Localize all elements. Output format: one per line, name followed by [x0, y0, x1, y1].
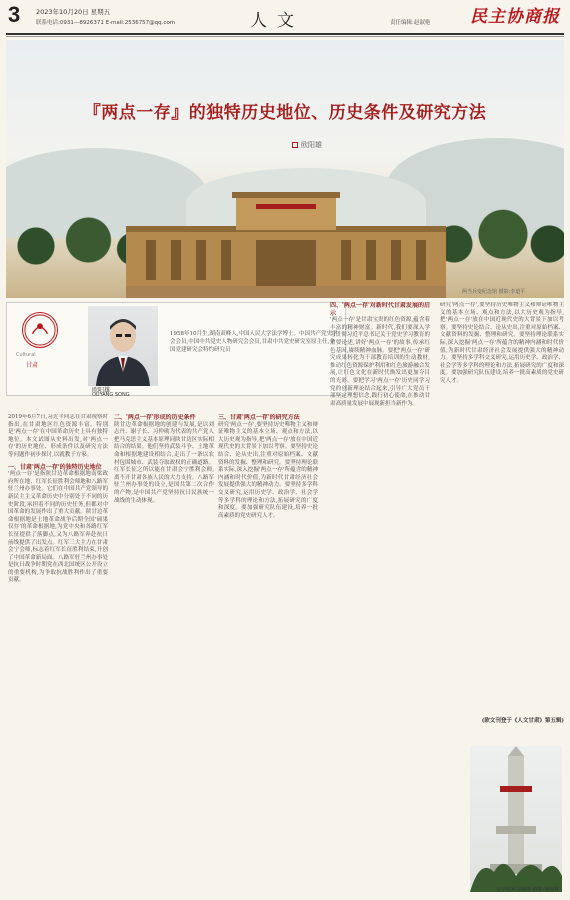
section-1-body: '两点一存'是指陕甘边革命根据地南梁政府所在地、红军长征胜利会师地和八路军驻兰州办事处。它们在中国共产党领导的新民主主义革命历史中分别处于不同的历史阶段,承担着不同的历史任务,但都对中国革命的发展作出了重大贡献。陕甘边革命根据地是土地革命战争后期全国'硕果仅存'的革命根据地,为党中央和各路红军长征提供了落脚点,又为八路军奔赴抗日前线提供了出发点。红军三大主力在甘肃会宁会师,标志着红军长征胜利结束,开创了中国革命新局面。八路军驻兰州办事处是抗日战争时期党在西北国统区公开设立的重要机构,为争取抗战胜利作出了重要贡献。: [8, 471, 108, 584]
author-name: 欧阳雄: [92, 387, 111, 394]
monument-caption: 会宁红军会师塔 摄影:何叔林: [496, 887, 560, 893]
section-3-body: 研究'两点一存',要坚持历史唯物主义和辩证唯物主义的基本立场、观点和方法,以大历史观为指导,把'两点一存'放在中国近现代史的大背景下加以考察。要坚持史论结合、论从史出,注重对原始档案、文献资料的发掘、整理和研究。要坚持理论联系实际,深入挖掘'两点一存'所蕴含的精神内涵和时代价值,为新时代甘肃经济社会发展提供强大的精神动力。要坚持多学科交叉研究,运用历史学、政治学、社会学等多学科的理论和方法,拓展研究的广度和深度。要加强研究队伍建设,培养一批高素质的党史研究人才。: [218, 421, 318, 519]
photo-caption: 两当兵变纪念馆 摄影:李道平: [462, 289, 526, 295]
memorial-hall-building: [126, 190, 446, 298]
column-logo-text: 甘肃: [26, 362, 39, 369]
monument-photo: [470, 746, 562, 892]
author-portrait-figure: [88, 306, 158, 386]
header-divider-thin: [6, 36, 564, 37]
article-headline: 『两点一存』的独特历史地位、历史条件及研究方法: [83, 103, 487, 123]
article-column-5: [440, 302, 564, 702]
article-column-2: [114, 414, 214, 894]
article-column-1: [8, 414, 108, 894]
issue-date: 2023年10月20日 星期五: [36, 8, 111, 16]
section-4-body: '两点一存'是甘肃宝贵的红色资源,蕴含着丰富的精神财富。新时代,我们要深入学习贯彻习近平总书记关于党史学习教育的重要论述,讲好'两点一存'的故事,传承红色基因,赓续精神血脉。要把'两点一存'研究成果转化为干部教育培训的生动教材,推动红色资源保护利用和红色旅游融合发展,让红色文化在新时代焕发出更加夺目的光彩。要把学习'两点一存'历史同学习党的创新理论结合起来,引导广大党员干部坚定理想信念,践行初心使命,在推动甘肃高质量发展中展现新担当新作为。: [330, 317, 430, 407]
column-logo-en: Cultural: [16, 352, 36, 358]
article-column-4: [330, 302, 430, 892]
section-2-heading: 二、'两点一存'形成的历史条件: [114, 414, 196, 421]
series-note: (欧文刊登于《人文甘肃》第五辑): [481, 718, 564, 724]
tree-line-right: [426, 205, 564, 270]
section-title: 人文: [250, 11, 304, 31]
newspaper-logo: 民主协商报: [470, 7, 560, 27]
author-bio-text: 1958年10月生,湖南双峰人,中国人民大学法学博士。中国共产党史学会会员,中国中共党史人物研究会会员,甘肃中共党史研究室原主任,全国党建研究会特约研究员: [170, 331, 338, 353]
article-column-3: [218, 414, 318, 894]
byline-marker-icon: [292, 142, 298, 148]
page-header: [0, 0, 570, 38]
author-portrait: [88, 306, 158, 386]
closing-body: 研究'两点一存',要坚持历史唯物主义和辩证唯物主义的基本立场、观点和方法,以大历史观为指导,把'两点一存'放在中国近现代史的大背景下加以考察。要坚持史论结合、论从史出,注重对原始档案、文献资料的发掘、整理和研究。要坚持理论联系实际,深入挖掘'两点一存'所蕴含的精神内涵和时代价值,为新时代甘肃经济社会发展提供强大的精神动力。要坚持多学科交叉研究,运用历史学、政治学、社会学等多学科的理论和方法,拓展研究的广度和深度。要加强研究队伍建设,培养一批高素质的党史研究人才。: [440, 302, 564, 384]
header-divider: [6, 33, 564, 35]
editor-credit: 责任编辑:赵淑艳: [390, 20, 431, 26]
section-2-body: 陕甘边革命根据地的创建与发展,是以刘志丹、谢子长、习仲勋为代表的共产党人把马克思主义基本原理同陕甘边区实际相结合的结果。他们坚持武装斗争、土地革命和根据地建设相结合,走出了一条以农村包围城市、武装夺取政权的正确道路。红军长征之所以能在甘肃会宁胜利会师,离不开甘肃各族人民的大力支持。八路军驻兰州办事处的设立,是国共第二次合作的产物,是中国共产党坚持抗日民族统一战线的生动体现。: [114, 421, 214, 504]
monument-tower-figure: [470, 746, 562, 892]
article-byline: [292, 140, 322, 150]
article-intro: 2019年6月7日,习近平同志在甘肃视察时指出,在甘肃地区红色资源丰富。特别是'两点一存'在中国革命历史上具有独特地位。本文试图从史料出发,对'两点一存'的历史地位、形成条件以及研究方法等问题作初步探讨,以就教于方家。: [8, 414, 108, 458]
section-3-heading: 三、甘肃'两点一存'的研究方法: [218, 414, 300, 421]
contact-info: 联系电话:0931—8926371 E-mail:2536757@qq.com: [36, 20, 176, 26]
hero-photo: [6, 40, 564, 298]
section-1-heading: 一、甘肃'两点一存'的独特历史地位: [8, 463, 102, 471]
column-logo-icon: [22, 312, 58, 348]
author-name-en: OUYANG SONG: [92, 392, 130, 398]
page-number: 3: [8, 2, 21, 27]
section-4-heading: 四、'两点一存'对新时代甘肃发展的启示: [330, 302, 430, 317]
byline-author: 欧阳雄: [301, 141, 322, 149]
